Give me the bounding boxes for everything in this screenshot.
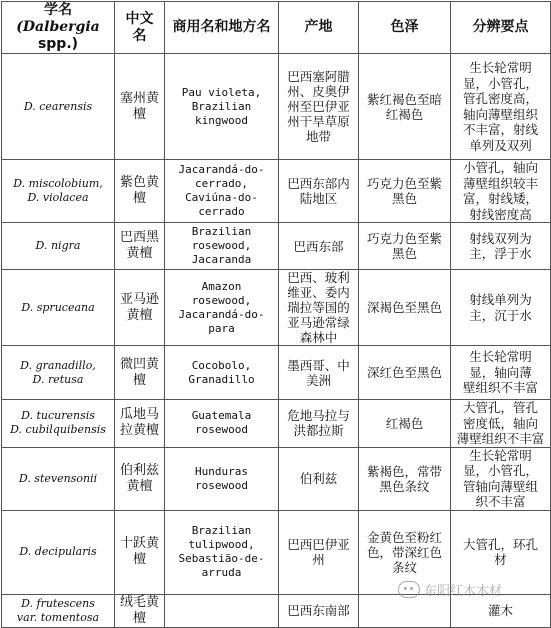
cell-line: 檀: [132, 106, 146, 122]
cell-origin: [279, 447, 359, 510]
cell-line: D. decipularis: [19, 545, 97, 558]
cell-line: Brazilian: [191, 99, 252, 113]
cell-line: tulipwood,: [188, 538, 255, 551]
cell-line: 伯利兹: [119, 462, 159, 478]
header-line: 名: [132, 27, 147, 44]
cell-line: 微凹黄: [119, 356, 159, 372]
cell-line: 拉黄檀: [119, 423, 159, 439]
cell-origin: [279, 510, 359, 594]
cell-line: 生长轮常明: [469, 349, 532, 365]
cell-line: 黑色条纹: [379, 478, 430, 494]
cell-line: Hunduras: [195, 464, 248, 478]
header-line: spp.): [37, 36, 79, 52]
header-line: 学名: [44, 2, 72, 18]
wechat-icon: [398, 581, 420, 598]
cell-line: Guatemala: [191, 409, 252, 423]
cell-line: 黑色: [391, 246, 417, 261]
cell-line: 巴西、玻利: [287, 270, 350, 285]
cell-line: 檀: [132, 552, 146, 567]
cell-line: 紫色黄: [119, 175, 159, 190]
cell-line: 薄壁组织较丰: [462, 175, 538, 191]
cell-origin: [279, 346, 359, 400]
cell-line: 瓜地马: [119, 407, 159, 423]
cell-color: [359, 346, 451, 400]
header-trade-name: 商用名和地方名: [165, 2, 279, 54]
cell-line: arruda: [201, 566, 242, 579]
table-row: [2, 54, 551, 160]
cell-line: 伯利兹: [299, 471, 338, 486]
cell-trade-name: [165, 160, 279, 223]
cell-line: 红褐色: [385, 415, 424, 431]
cell-scientific-name: [2, 400, 115, 448]
cell-line: 黄檀: [126, 246, 153, 261]
cell-line: 生长轮常明: [469, 447, 532, 463]
cell-line: 陆地区: [299, 191, 338, 206]
header-scientific-name: [2, 2, 115, 54]
cell-line: 金黄色至粉红: [366, 529, 442, 545]
cell-scientific-name: [2, 594, 115, 627]
table-header-row: [2, 2, 551, 54]
cell-line: D. cubilquibensis: [10, 423, 106, 437]
cell-line: rosewood,: [191, 239, 252, 252]
cell-line: 深红色至黑色: [366, 365, 442, 380]
cell-line: 黄檀: [126, 478, 153, 494]
cell-line: 管孔密度高，: [462, 91, 538, 106]
cell-line: 射线密度高: [469, 206, 532, 222]
table-row: [2, 346, 551, 400]
cell-line: 小管孔，轴向: [462, 160, 538, 175]
cell-line: rosewood,: [191, 293, 252, 307]
cell-line: 巴西巴伊亚: [287, 537, 350, 552]
cell-line: 大管孔，环孔: [462, 536, 538, 552]
cell-origin: [279, 54, 359, 160]
cell-line: Jacaranda: [191, 253, 252, 266]
cell-chinese-name: [115, 594, 165, 627]
cell-line: D. miscolobium,: [13, 177, 103, 190]
cell-line: D. stevensonii: [18, 471, 98, 485]
cell-line: 巧克力色至紫: [366, 231, 442, 246]
cell-trade-name: [165, 400, 279, 448]
cell-key-points: [451, 447, 551, 510]
cell-line: rosewood: [195, 423, 248, 437]
cell-line: 主，沉于水: [469, 307, 532, 323]
cell-line: 瑞拉等国的: [287, 300, 350, 315]
cell-trade-name: [165, 54, 279, 160]
cell-color: [359, 223, 451, 270]
cell-line: 主，浮于水: [469, 246, 532, 261]
cell-line: 单列及双列: [469, 137, 532, 153]
cell-line: 维亚、委内: [287, 285, 350, 300]
cell-line: cerrado: [198, 205, 245, 218]
table-row: [2, 270, 551, 346]
cell-line: Jacarandá-do-: [178, 307, 265, 321]
cell-line: 深褐色至黑色: [366, 300, 442, 315]
cell-chinese-name: [115, 346, 165, 400]
cell-line: 檀: [132, 610, 146, 626]
cell-line: D. cearensis: [23, 99, 93, 113]
cell-origin: [279, 160, 359, 223]
cell-trade-name: [165, 223, 279, 270]
cell-line: Brazilian: [191, 225, 252, 238]
cell-line: 州干旱草原: [287, 114, 350, 129]
cell-line: 亚马逊: [119, 291, 159, 307]
header-key-points: 分辨要点: [451, 2, 551, 54]
cell-scientific-name: [2, 54, 115, 160]
cell-line: 灌木: [487, 602, 513, 618]
cell-chinese-name: [115, 447, 165, 510]
cell-chinese-name: [115, 270, 165, 346]
cell-line: D. violacea: [27, 191, 89, 204]
cell-chinese-name: [115, 510, 165, 594]
header-chinese-name: [115, 2, 165, 54]
cell-line: D. tucurensis: [21, 409, 95, 423]
cell-line: D. nigra: [35, 239, 81, 252]
cell-chinese-name: [115, 54, 165, 160]
cell-line: 不丰富，射线: [462, 122, 538, 137]
cell-trade-name: [165, 594, 279, 627]
cell-line: 亚马逊常绿: [287, 315, 350, 330]
cell-line: 黑色: [391, 191, 417, 206]
cell-line: 巴西东部内: [287, 176, 350, 191]
header-color: 色泽: [359, 2, 451, 54]
cell-line: Cocobolo,: [191, 358, 252, 372]
cell-line: 显，轴向薄: [469, 364, 532, 380]
cell-line: D. spruceana: [21, 300, 95, 314]
cell-color: [359, 400, 451, 448]
cell-line: 森林中: [299, 330, 338, 345]
cell-chinese-name: [115, 400, 165, 448]
cell-line: 轴向薄壁组织: [462, 106, 538, 122]
cell-line: Granadillo: [188, 372, 255, 386]
cell-color: [359, 270, 451, 346]
header-line: 中文: [125, 10, 154, 27]
cell-line: 塞州黄: [119, 90, 159, 106]
table-row: [2, 400, 551, 448]
cell-line: 材: [494, 552, 507, 567]
cell-key-points: [451, 270, 551, 346]
cell-line: 州、皮奥伊: [287, 84, 350, 99]
cell-line: 射线单列为: [469, 292, 532, 307]
header-line: (Dalbergia: [16, 19, 100, 35]
cell-origin: [279, 223, 359, 270]
cell-origin: [279, 400, 359, 448]
cell-line: 巴西东南部: [287, 603, 350, 618]
cell-line: 十跃黄: [119, 536, 159, 551]
cell-line: 壁组织不丰富: [462, 380, 538, 396]
cell-line: Amazon: [201, 279, 242, 293]
cell-line: 地带: [305, 129, 331, 144]
cell-trade-name: [165, 270, 279, 346]
cell-line: 管轴向薄壁组: [462, 478, 538, 494]
cell-line: 危地马拉与: [287, 408, 350, 424]
cell-line: 红褐色: [385, 106, 424, 122]
cell-line: 密度低，轴向: [462, 415, 538, 431]
cell-color: [359, 447, 451, 510]
table-row: [2, 160, 551, 223]
header-origin: 产地: [279, 2, 359, 54]
cell-line: Sebastião-de-: [178, 552, 265, 565]
cell-key-points: [451, 400, 551, 448]
cell-color: [359, 54, 451, 160]
cell-chinese-name: [115, 223, 165, 270]
cell-line: kingwood: [195, 113, 248, 127]
cell-line: Caviúna-do-: [185, 191, 258, 204]
cell-color: [359, 160, 451, 223]
cell-line: 绒毛黄: [119, 594, 159, 610]
cell-line: 生长轮常明: [469, 60, 532, 75]
cell-key-points: [451, 346, 551, 400]
table-row: [2, 447, 551, 510]
cell-scientific-name: [2, 270, 115, 346]
cell-trade-name: [165, 346, 279, 400]
cell-line: 墨西哥、中: [287, 357, 350, 373]
cell-line: 大管孔，管孔: [462, 400, 538, 415]
cell-line: Brazilian: [191, 524, 252, 537]
cell-line: D. granadillo,: [20, 358, 96, 372]
cell-scientific-name: [2, 447, 115, 510]
cell-line: 富，射线矮，: [462, 191, 538, 206]
cell-line: 织不丰富: [475, 494, 526, 509]
cell-scientific-name: [2, 510, 115, 594]
cell-line: cerrado,: [195, 177, 248, 190]
cell-line: 色，带深红色: [366, 544, 442, 560]
cell-origin: [279, 270, 359, 346]
cell-line: var. tomentosa: [16, 610, 100, 624]
cell-line: 紫红褐色至暗: [366, 91, 442, 107]
cell-line: D. frutescens: [21, 596, 95, 610]
cell-line: 黄檀: [126, 307, 153, 323]
cell-line: 射线双列为: [469, 230, 532, 246]
cell-key-points: [451, 223, 551, 270]
watermark: [398, 580, 502, 599]
table-row: [2, 223, 551, 270]
cell-scientific-name: [2, 346, 115, 400]
cell-chinese-name: [115, 160, 165, 223]
cell-key-points: [451, 160, 551, 223]
cell-line: 檀: [132, 191, 146, 206]
cell-key-points: [451, 54, 551, 160]
cell-trade-name: [165, 447, 279, 510]
cell-line: 州: [312, 552, 325, 567]
cell-scientific-name: [2, 223, 115, 270]
cell-line: rosewood: [195, 478, 248, 492]
cell-line: 檀: [132, 372, 146, 388]
watermark-text: 东阳红木木材: [424, 584, 503, 599]
cell-line: D. retusa: [32, 372, 84, 386]
cell-line: 紫褐色，常带: [366, 463, 442, 479]
dalbergia-table: [1, 1, 551, 628]
cell-line: para: [208, 321, 235, 335]
cell-line: 条纹: [391, 559, 417, 575]
cell-line: 巧克力色至紫: [366, 176, 442, 191]
cell-trade-name: [165, 510, 279, 594]
cell-line: Pau violeta,: [181, 85, 262, 99]
cell-line: 显，小管孔，: [462, 463, 538, 478]
cell-line: Jacarandá-do-: [178, 163, 265, 176]
cell-line: 巴西塞阿腊: [287, 69, 350, 84]
cell-line: 洪都拉斯: [293, 423, 344, 439]
cell-origin: [279, 594, 359, 627]
cell-line: 巴西黑: [119, 230, 159, 245]
cell-line: 州至巴伊亚: [287, 99, 350, 114]
cell-line: 巴西东部: [293, 238, 344, 254]
cell-line: 薄壁组织不丰富: [456, 431, 545, 446]
cell-scientific-name: [2, 160, 115, 223]
cell-line: 显，小管孔，: [462, 75, 538, 91]
cell-line: 美洲: [305, 372, 331, 388]
